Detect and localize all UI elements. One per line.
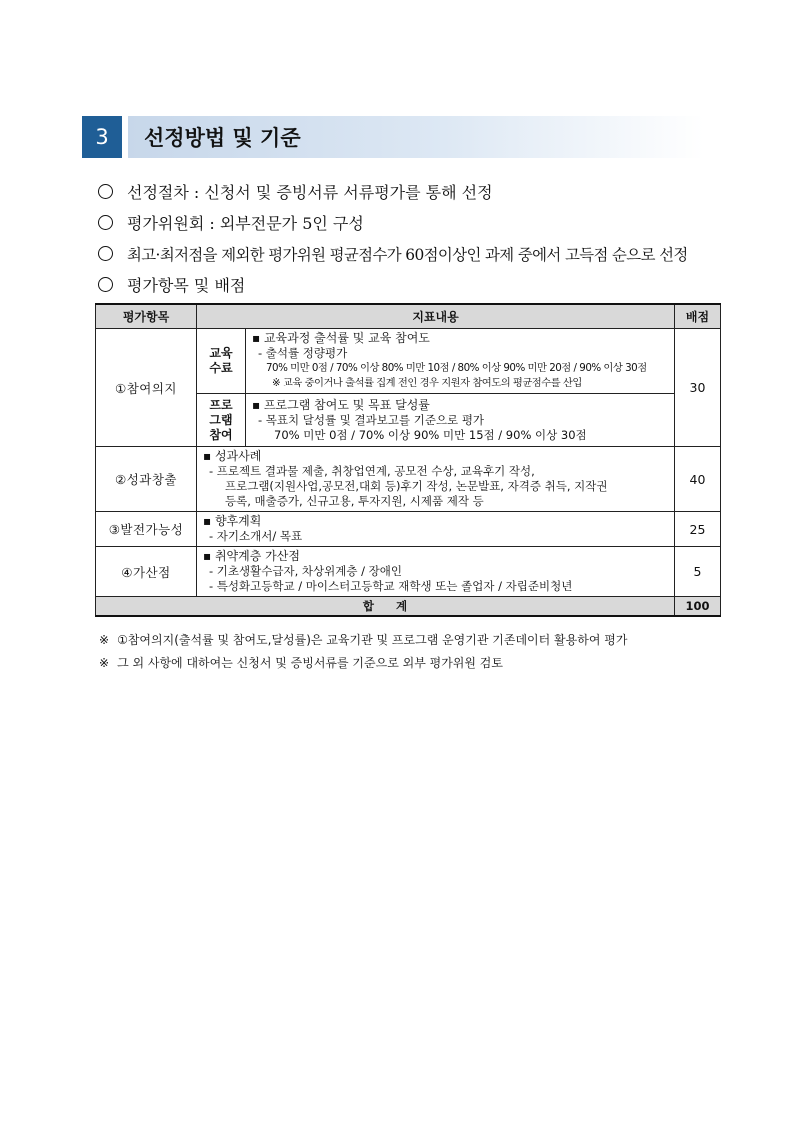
content-line: ▪ 취약계층 가산점 — [203, 549, 300, 563]
content-line: - 목표치 달성률 및 결과보고를 기준으로 평가 — [258, 412, 485, 427]
note-item — [99, 628, 739, 651]
bullet-item — [98, 269, 738, 300]
bullet-list — [98, 176, 738, 300]
table-row — [96, 547, 721, 597]
circle-icon — [98, 277, 113, 292]
score-performance: 40 — [675, 447, 721, 512]
bullet-item — [98, 238, 738, 269]
category-performance: ②성과창출 — [96, 447, 197, 512]
sub-program-label: 프로 그램 참여 — [197, 394, 246, 447]
content-line: 70% 미만 0점 / 70% 이상 90% 미만 15점 / 90% 이상 30점 — [274, 427, 587, 442]
bullet-text: 선정절차 : 신청서 및 증빙서류 서류평가를 통해 선정 — [127, 183, 493, 202]
content-line: ▪ 프로그램 참여도 및 목표 달성률 — [252, 397, 430, 412]
circle-icon — [98, 215, 113, 230]
notes — [99, 628, 739, 674]
bullet-text: 평가위원회 : 외부전문가 5인 구성 — [127, 214, 364, 233]
bullet-item — [98, 207, 738, 238]
performance-content — [197, 447, 675, 512]
content-line: ▪ 성과사례 — [203, 449, 262, 463]
note-text: 그 외 사항에 대하여는 신청서 및 증빙서류를 기준으로 외부 평가위원 검토 — [117, 656, 503, 670]
table-row — [96, 512, 721, 547]
table-row — [96, 447, 721, 512]
table-row — [96, 329, 721, 394]
content-line: ▪ 향후계획 — [203, 514, 262, 528]
note-mark: ※ — [99, 655, 110, 670]
note-text: ①참여의지(출석률 및 참여도,달성률)은 교육기관 및 프로그램 운영기관 기존데이터 활용하여 평가 — [117, 633, 628, 647]
sub-education-label: 교육 수료 — [197, 329, 246, 394]
category-bonus: ④가산점 — [96, 547, 197, 597]
total-label: 합계 — [96, 597, 675, 617]
bullet-text: 평가항목 및 배점 — [127, 276, 246, 295]
content-line: ※ 교육 중이거나 출석률 집계 전인 경우 지원자 참여도의 평균점수를 산입 — [272, 377, 582, 389]
section-number: 3 — [82, 116, 122, 158]
bullet-text: 최고·최저점을 제외한 평가위원 평균점수가 60점이상인 과제 중에서 고득점 순으로 선정 — [127, 245, 688, 264]
table-header-row — [96, 304, 721, 329]
note-mark: ※ — [99, 632, 110, 647]
bullet-item — [98, 176, 738, 207]
header-category: 평가항목 — [96, 304, 197, 329]
content-line: ▪ 교육과정 출석률 및 교육 참여도 — [252, 331, 430, 345]
circle-icon — [98, 184, 113, 199]
category-potential: ③발전가능성 — [96, 512, 197, 547]
total-score: 100 — [675, 597, 721, 617]
header-content: 지표내용 — [197, 304, 675, 329]
content-line: - 프로젝트 결과물 제출, 취창업연계, 공모전 수상, 교육후기 작성, — [209, 464, 535, 478]
content-line: - 출석률 정량평가 — [258, 346, 348, 360]
section-heading — [82, 116, 704, 158]
total-row — [96, 597, 721, 617]
header-score: 배점 — [675, 304, 721, 329]
content-line: - 기초생활수급자, 차상위계층 / 장애인 — [209, 564, 402, 578]
program-content — [246, 394, 675, 447]
content-line: - 자기소개서/ 목표 — [209, 529, 303, 543]
content-line: - 특성화고등학교 / 마이스터고등학교 재학생 또는 졸업자 / 자립준비청년 — [209, 579, 573, 593]
score-potential: 25 — [675, 512, 721, 547]
score-bonus: 5 — [675, 547, 721, 597]
content-line: 등록, 매출증가, 신규고용, 투자지원, 시제품 제작 등 — [225, 494, 484, 508]
note-item — [99, 651, 739, 674]
content-line: 70% 미만 0점 / 70% 이상 80% 미만 10점 / 80% 이상 90% 미만 20점 / 90% 이상 30점 — [266, 362, 647, 374]
education-content — [246, 329, 675, 394]
potential-content — [197, 512, 675, 547]
circle-icon — [98, 246, 113, 261]
category-participation: ①참여의지 — [96, 329, 197, 447]
evaluation-table — [95, 303, 721, 617]
section-title: 선정방법 및 기준 — [128, 116, 704, 158]
bonus-content — [197, 547, 675, 597]
score-participation: 30 — [675, 329, 721, 447]
content-line: 프로그램(지원사업,공모전,대회 등)후기 작성, 논문발표, 자격증 취득, 지작권 — [225, 479, 608, 493]
